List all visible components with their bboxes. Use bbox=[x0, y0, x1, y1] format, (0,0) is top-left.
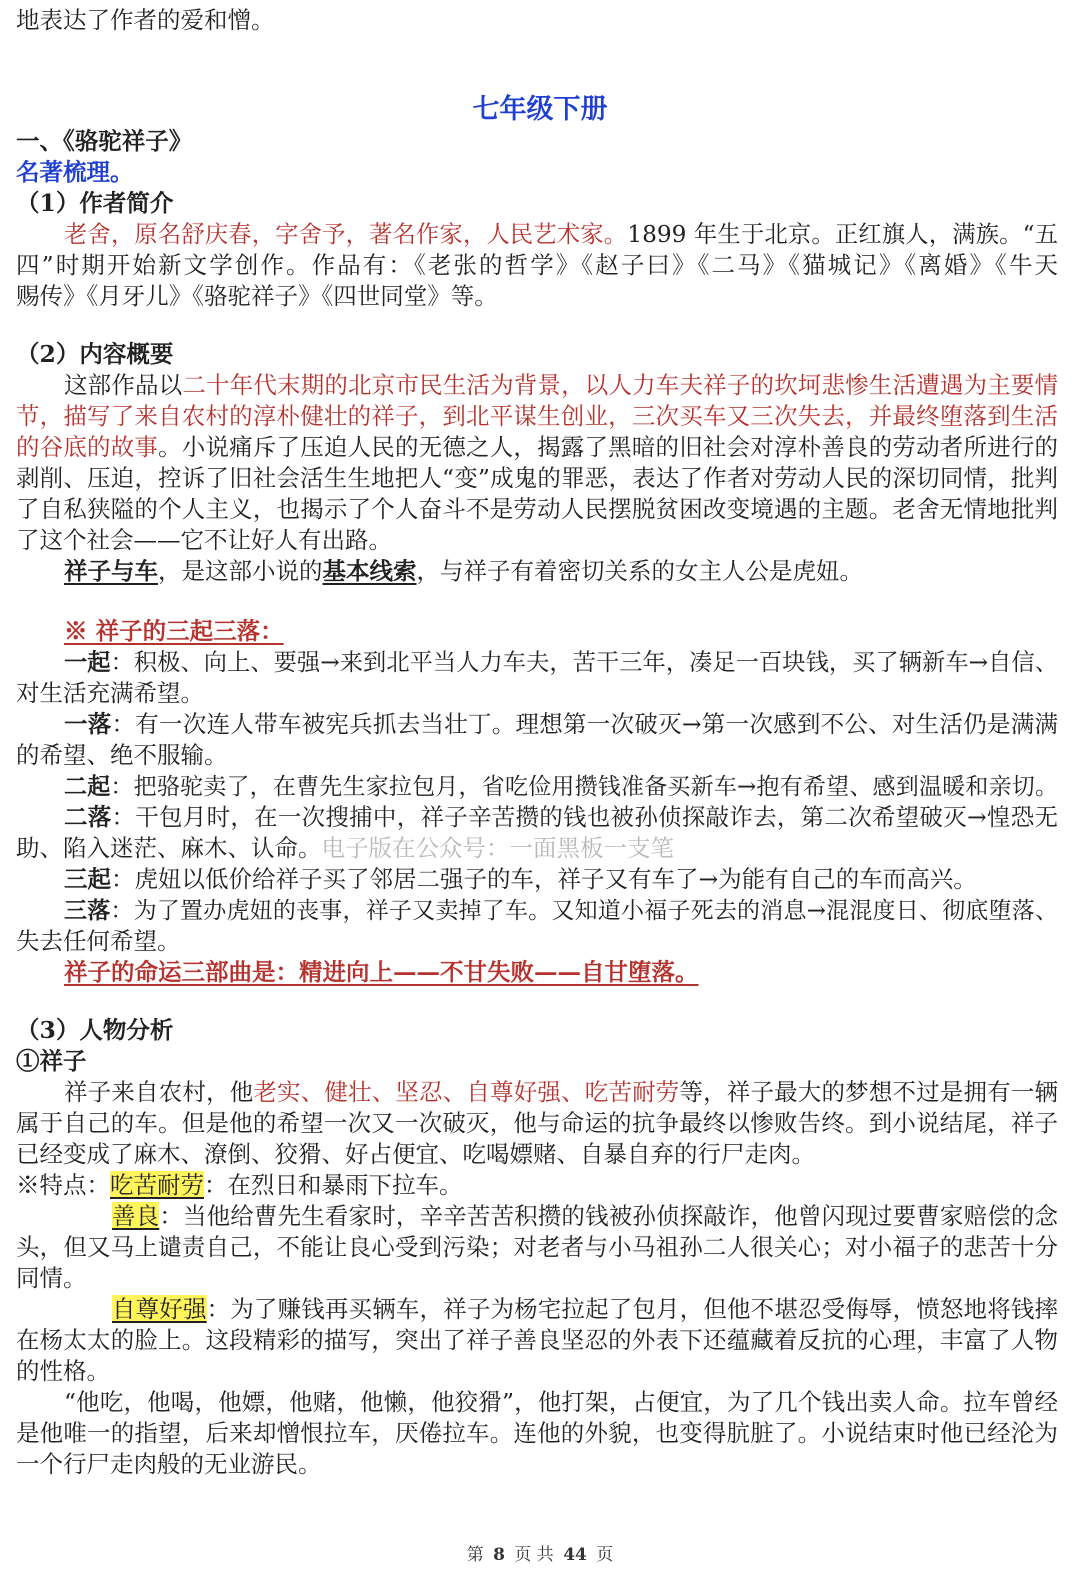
author-line-1 bbox=[64, 219, 1058, 250]
footer-page-end: 页 bbox=[596, 1545, 614, 1565]
quote-line-2: 是他唯一的指望，后来却憎恨拉车，厌倦拉车。连他的外貌，也变得肮脏了。小说结束时他已经沦为 bbox=[16, 1419, 1058, 1447]
author-heading: （1）作者简介 bbox=[16, 189, 174, 217]
characters-heading: （3）人物分析 bbox=[16, 1016, 174, 1044]
rise-3-text: ：虎妞以低价给祥子买了邻居二强子的车，祥子又有车了→为能有自己的车而高兴。 bbox=[111, 865, 977, 893]
fall-1 bbox=[64, 709, 1058, 740]
xiangzi-para-line-2: 属于自己的车。但是他的希望一次又一次破灭，他与命运的抗争最终以惨败告终。到小说结尾，祥子 bbox=[16, 1109, 1058, 1137]
summary-line-7 bbox=[64, 556, 1058, 587]
rise-3-label: 三起 bbox=[64, 865, 111, 893]
trait-proud-text: ：为了赚钱再买辆车，祥子为杨宅拉起了包月，但他不堪忍受侮辱，愤怒地将钱摔 bbox=[206, 1295, 1058, 1323]
author-intro-rest: 1899 年生于北京。正红旗人，满族。“五 bbox=[627, 221, 1058, 248]
trait-kind-text: ：当他给曹先生看家时，辛辛苦苦积攒的钱被孙侦探敲诈，他曾闪现过要曹家赔偿的念 bbox=[159, 1202, 1058, 1230]
page-footer bbox=[0, 1543, 1080, 1567]
xiangzi-p1-b: 等，祥子最大的梦想不过是拥有一辆 bbox=[679, 1078, 1058, 1106]
character-xiangzi-heading: ①祥子 bbox=[16, 1047, 87, 1075]
summary-line-6: 了这个社会——它不让好人有出路。 bbox=[16, 526, 392, 554]
quote-line-1: “他吃，他喝，他嫖，他赌，他懒，他狡猾”，他打架，占便宜，为了几个钱出卖人命。拉车曾经 bbox=[64, 1388, 1058, 1416]
summary-line-5: 了自私狭隘的个人主义，也揭示了个人奋斗不是劳动人民摆脱贫困改变境遇的主题。老舍无情地批判 bbox=[16, 495, 1058, 523]
trait-proud-line-3: 的性格。 bbox=[16, 1357, 110, 1385]
page-title: 七年级下册 bbox=[472, 94, 608, 125]
rise-2 bbox=[64, 771, 1058, 802]
xiangzi-para-line-3: 已经变成了麻木、潦倒、狡猾、好占便宜、吃喝嫖赌、自暴自弃的行尸走肉。 bbox=[16, 1140, 815, 1168]
fall-2-cont bbox=[16, 833, 1058, 864]
clue-xiangzi-and-car: 祥子与车 bbox=[64, 557, 158, 585]
summary-line-3 bbox=[16, 432, 1058, 463]
summary-line-2: 节，描写了来自农村的淳朴健壮的祥子，到北平谋生创业，三次买车又三次失去，并最终堕落到生活 bbox=[16, 402, 1058, 430]
footer-page-mid: 页 共 bbox=[514, 1545, 554, 1565]
summary-l7-d: ，与祥子有着密切关系的女主人公是虎妞。 bbox=[416, 557, 863, 585]
fall-2-text: ：干包月时，在一次搜捕中，祥子辛苦攒的钱也被孙侦探敲诈去，第二次希望破灭→惶恐无 bbox=[111, 803, 1058, 831]
xiangzi-p1-a: 祥子来自农村，他 bbox=[64, 1078, 254, 1106]
trait-kind bbox=[112, 1201, 1058, 1232]
xiangzi-traits-red: 老实、健壮、坚忍、自尊好强、吃苦耐劳 bbox=[253, 1078, 680, 1106]
author-intro-red: 老舍，原名舒庆春，字舍予，著名作家，人民艺术家。 bbox=[64, 221, 628, 248]
trait-prefix: ※特点： bbox=[16, 1171, 110, 1199]
rise-3 bbox=[64, 864, 1058, 895]
summary-l1-a: 这部作品以 bbox=[64, 371, 183, 399]
trait-kind-line-3: 同情。 bbox=[16, 1264, 87, 1292]
fall-2-cont-text: 助、陷入迷茫、麻木、认命。 bbox=[16, 834, 322, 862]
fall-3-cont: 失去任何希望。 bbox=[16, 927, 181, 955]
footer-page-number: 8 bbox=[493, 1545, 505, 1565]
top-continuation-line: 地表达了作者的爱和憎。 bbox=[16, 6, 275, 34]
fall-3-label: 三落 bbox=[64, 897, 111, 924]
fall-1-cont: 的希望、绝不服输。 bbox=[16, 741, 228, 769]
fate-trilogy: 祥子的命运三部曲是：精进向上——不甘失败——自甘堕落。 bbox=[64, 958, 699, 986]
fall-1-label: 一落 bbox=[64, 710, 112, 738]
trait-hardworking bbox=[16, 1170, 1058, 1201]
rise-1-cont: 对生活充满希望。 bbox=[16, 679, 204, 707]
summary-heading: （2）内容概要 bbox=[16, 340, 174, 368]
trait-proud-label: 自尊好强 bbox=[112, 1295, 207, 1323]
fall-3 bbox=[64, 895, 1058, 926]
summary-line-4: 剥削、压迫，控诉了旧社会活生生地把人“变”成鬼的罪恶，表达了作者对劳动人民的深切同情，批判 bbox=[16, 464, 1058, 492]
trait-kind-label: 善良 bbox=[112, 1202, 160, 1230]
section-heading: 一、《骆驼祥子》 bbox=[16, 127, 193, 155]
summary-line-1 bbox=[64, 370, 1058, 401]
footer-total-pages: 44 bbox=[563, 1545, 587, 1565]
author-line-2: 四”时期开始新文学创作。作品有：《老张的哲学》《赵子曰》《二马》《猫城记》《离婚》《牛天 bbox=[16, 251, 1058, 279]
fall-2-label: 二落 bbox=[64, 803, 112, 831]
rise-1 bbox=[64, 647, 1058, 678]
watermark-text: 电子版在公众号：一面黑板一支笔 bbox=[321, 834, 674, 862]
rise-2-text: ：把骆驼卖了，在曹先生家拉包月，省吃俭用攒钱准备买新车→抱有希望、感到温暖和亲切。 bbox=[110, 774, 1058, 800]
rise-2-label: 二起 bbox=[64, 773, 111, 800]
summary-l3-red: 的谷底的故事 bbox=[16, 433, 159, 461]
trait-hardworking-text: ：在烈日和暴雨下拉车。 bbox=[204, 1171, 463, 1199]
trait-kind-line-2: 头，但又马上谴责自己，不能让良心受到污染；对老者与小马祖孙二人很关心；对小福子的悲苦十分 bbox=[16, 1233, 1058, 1261]
footer-page-label: 第 bbox=[466, 1545, 484, 1565]
fall-1-text: ：有一次连人带车被宪兵抓去当壮丁。理想第一次破灭→第一次感到不公、对生活仍是满满 bbox=[111, 710, 1058, 738]
fall-2 bbox=[64, 802, 1058, 833]
summary-l3-rest: 。小说痛斥了压迫人民的无德之人，揭露了黑暗的旧社会对淳朴善良的劳动者所进行的 bbox=[158, 433, 1058, 461]
summary-l1-red: 二十年代末期的北京市民生活为背景，以人力车夫祥子的坎坷悲惨生活遭遇为主要情 bbox=[182, 371, 1058, 399]
fall-3-text: ：为了置办虎妞的丧事，祥子又卖掉了车。又知道小福子死去的消息→混混度日、彻底堕落、 bbox=[110, 898, 1058, 924]
rise-fall-heading: ※ 祥子的三起三落： bbox=[64, 617, 284, 645]
quote-line-3: 一个行尸走肉般的无业游民。 bbox=[16, 1450, 322, 1478]
summary-l7-b: ，是这部小说的 bbox=[158, 557, 323, 585]
clue-basic-thread: 基本线索 bbox=[322, 557, 417, 585]
rise-1-text: ：积极、向上、要强→来到北平当人力车夫，苦干三年，凑足一百块钱，买了辆新车→自信、 bbox=[110, 649, 1058, 676]
trait-proud-line-2: 在杨太太的脸上。这段精彩的描写，突出了祥子善良坚忍的外表下还蕴藏着反抗的心理，丰富了人物 bbox=[16, 1326, 1058, 1354]
trait-proud bbox=[112, 1294, 1058, 1325]
author-line-3: 赐传》《月牙儿》《骆驼祥子》《四世同堂》等。 bbox=[16, 282, 498, 310]
section-subheading: 名著梳理。 bbox=[16, 158, 134, 186]
trait-hardworking-label: 吃苦耐劳 bbox=[110, 1171, 204, 1199]
rise-1-label: 一起 bbox=[64, 649, 111, 676]
xiangzi-para-line-1 bbox=[64, 1077, 1058, 1108]
